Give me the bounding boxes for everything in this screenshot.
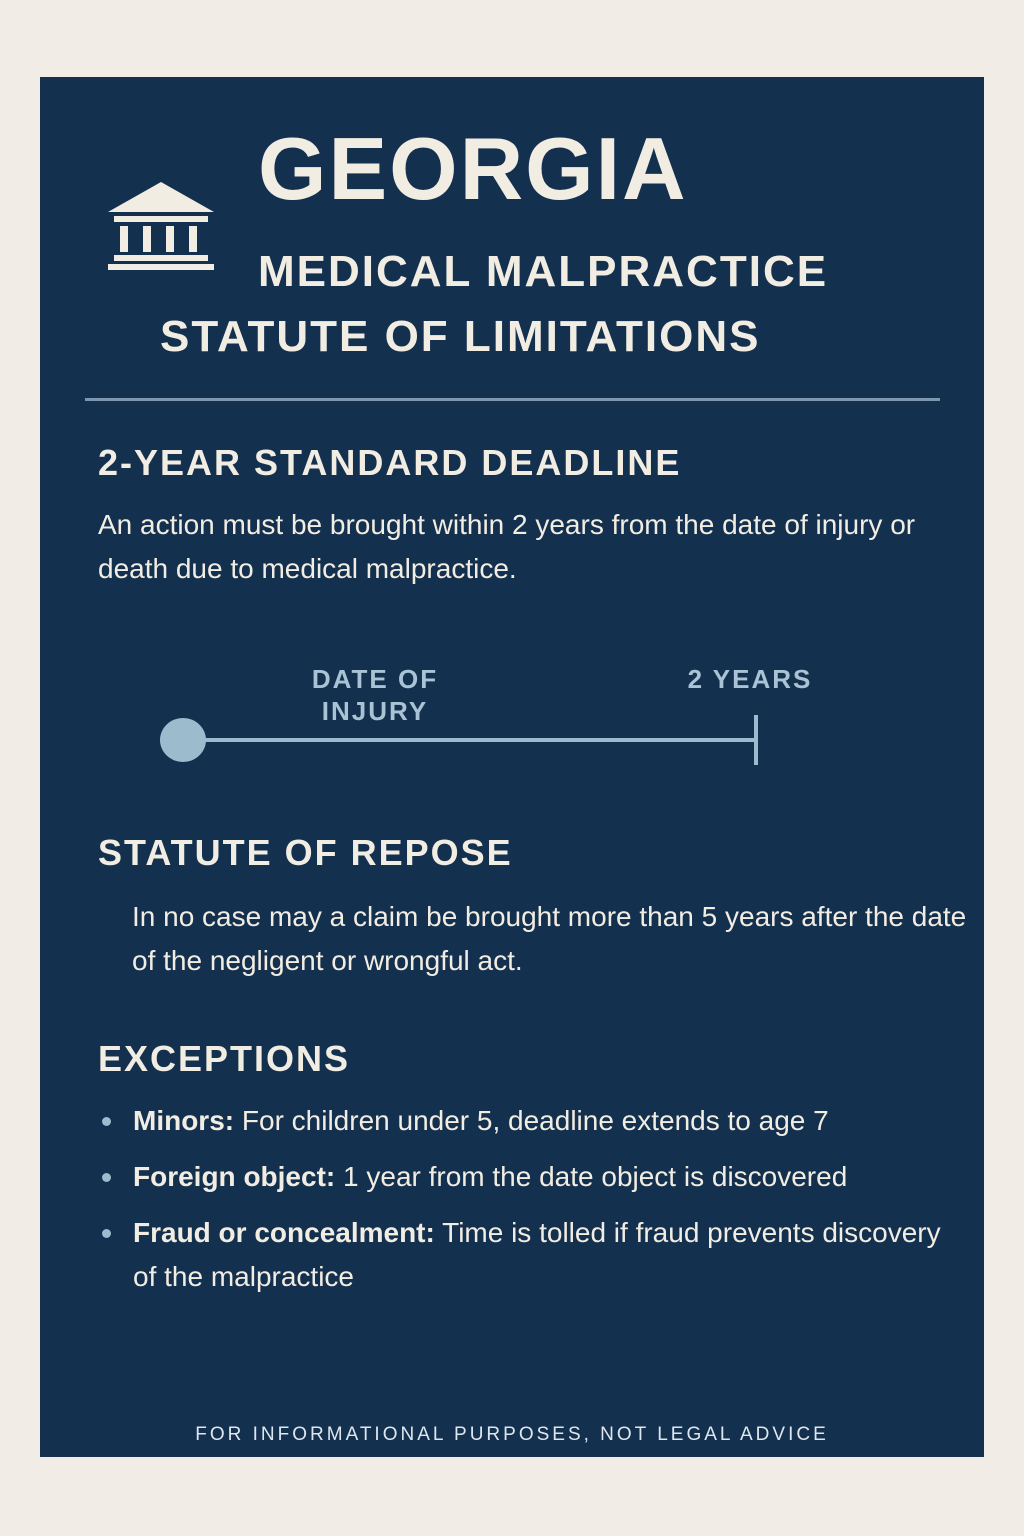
subtitle-line-2: STATUTE OF LIMITATIONS — [160, 312, 761, 361]
exception-item-fraud — [98, 1211, 958, 1299]
standard-deadline-text: An action must be brought within 2 years from the date of injury or death due to medical malpractice. — [98, 509, 916, 584]
exception-label: Minors: — [133, 1105, 235, 1136]
timeline-end-label: 2 YEARS — [687, 664, 813, 694]
timeline-line — [200, 738, 758, 742]
disclaimer: FOR INFORMATIONAL PURPOSES, NOT LEGAL ADVICE — [195, 1424, 829, 1445]
courthouse-icon — [106, 182, 216, 270]
state-title: GEORGIA — [258, 119, 688, 218]
exception-text: 1 year from the date object is discovered — [343, 1161, 848, 1192]
exceptions-heading: EXCEPTIONS — [98, 1038, 351, 1079]
timeline-start-dot — [160, 718, 206, 762]
standard-deadline-heading: 2-YEAR STANDARD DEADLINE — [98, 442, 682, 483]
exceptions-list — [98, 1099, 958, 1311]
bullet-icon — [102, 1229, 111, 1238]
info-panel — [40, 77, 984, 1457]
exception-text: For children under 5, deadline extends to age 7 — [241, 1105, 829, 1136]
bullet-icon — [102, 1173, 111, 1182]
statute-of-repose-text: In no case may a claim be brought more than 5 years after the date of the negligent or wrongful act. — [132, 901, 967, 976]
exception-item-foreign-object — [98, 1155, 958, 1199]
exception-item-minors — [98, 1099, 958, 1143]
bullet-icon — [102, 1117, 111, 1126]
exception-text: Time is tolled if fraud prevents discovery of the malpractice — [133, 1217, 941, 1292]
timeline-start-label: DATE OF INJURY — [311, 664, 439, 726]
exception-label: Fraud or concealment: — [133, 1217, 435, 1248]
divider — [85, 398, 940, 401]
timeline-end-tick — [754, 715, 758, 765]
exception-label: Foreign object: — [133, 1161, 336, 1192]
statute-of-repose-heading: STATUTE OF REPOSE — [98, 832, 513, 873]
subtitle-line-1: MEDICAL MALPRACTICE — [258, 247, 829, 296]
